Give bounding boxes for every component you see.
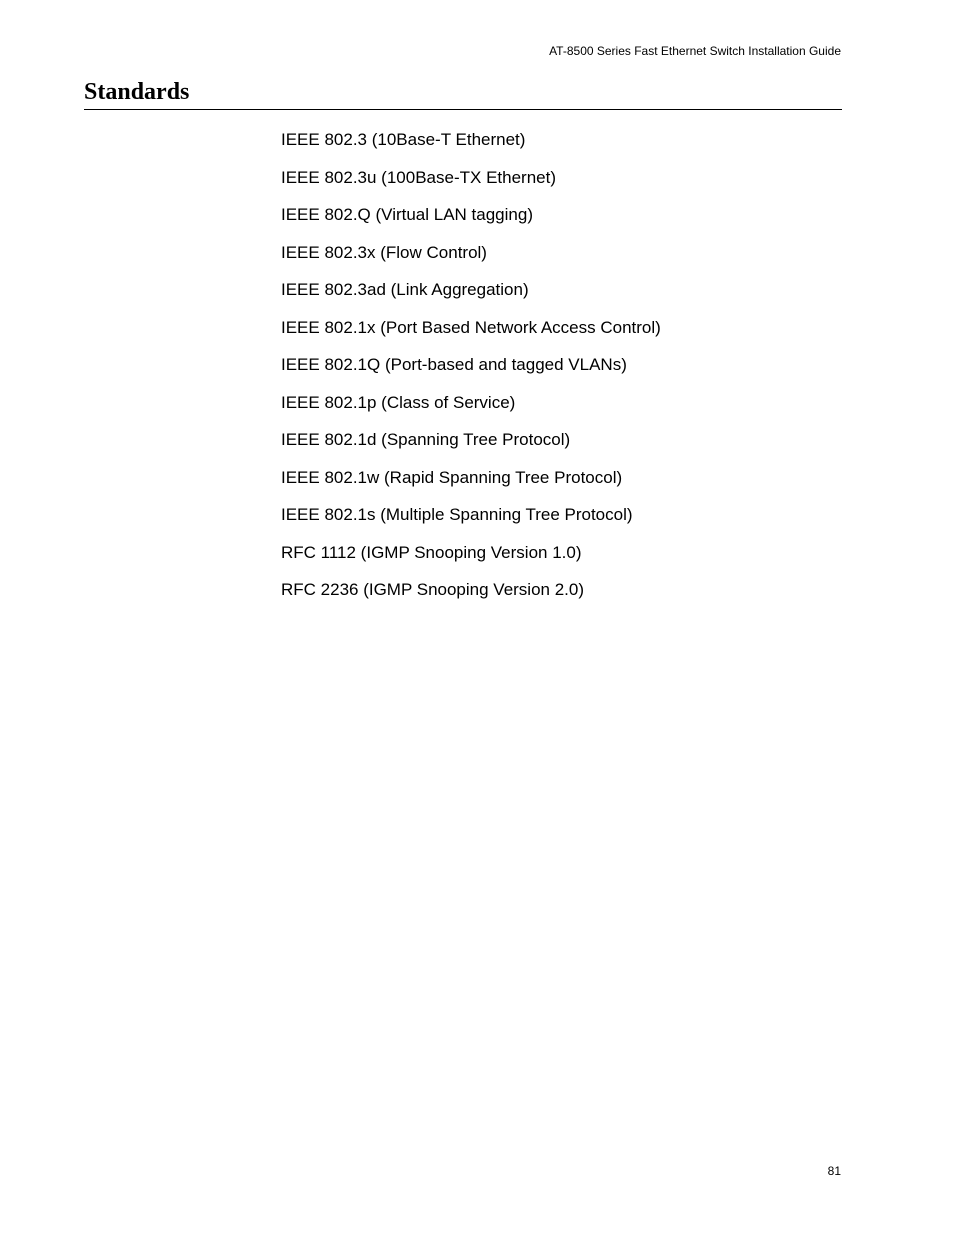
list-item: IEEE 802.1Q (Port-based and tagged VLANs) <box>281 355 627 374</box>
list-item: IEEE 802.3u (100Base-TX Ethernet) <box>281 167 556 187</box>
list-item: IEEE 802.1w (Rapid Spanning Tree Protocol) <box>281 467 623 487</box>
standards-list <box>281 128 661 616</box>
section-title: Standards <box>84 79 190 105</box>
list-item: IEEE 802.Q (Virtual LAN tagging) <box>281 205 533 224</box>
list-item: IEEE 802.1d (Spanning Tree Protocol) <box>281 430 571 449</box>
list-item: IEEE 802.1p (Class of Service) <box>281 392 516 412</box>
list-item: IEEE 802.3 (10Base-T Ethernet) <box>281 130 526 149</box>
list-item: IEEE 802.1s (Multiple Spanning Tree Protocol) <box>281 505 633 524</box>
running-header: AT-8500 Series Fast Ethernet Switch Installation Guide <box>549 44 841 58</box>
list-item: IEEE 802.3x (Flow Control) <box>281 242 487 262</box>
list-item: RFC 2236 (IGMP Snooping Version 2.0) <box>281 580 585 599</box>
list-item: RFC 1112 (IGMP Snooping Version 1.0) <box>281 542 582 562</box>
page-number: 81 <box>827 1164 841 1178</box>
title-divider <box>84 109 842 110</box>
list-item: IEEE 802.1x (Port Based Network Access Control) <box>281 317 661 337</box>
list-item: IEEE 802.3ad (Link Aggregation) <box>281 280 529 299</box>
